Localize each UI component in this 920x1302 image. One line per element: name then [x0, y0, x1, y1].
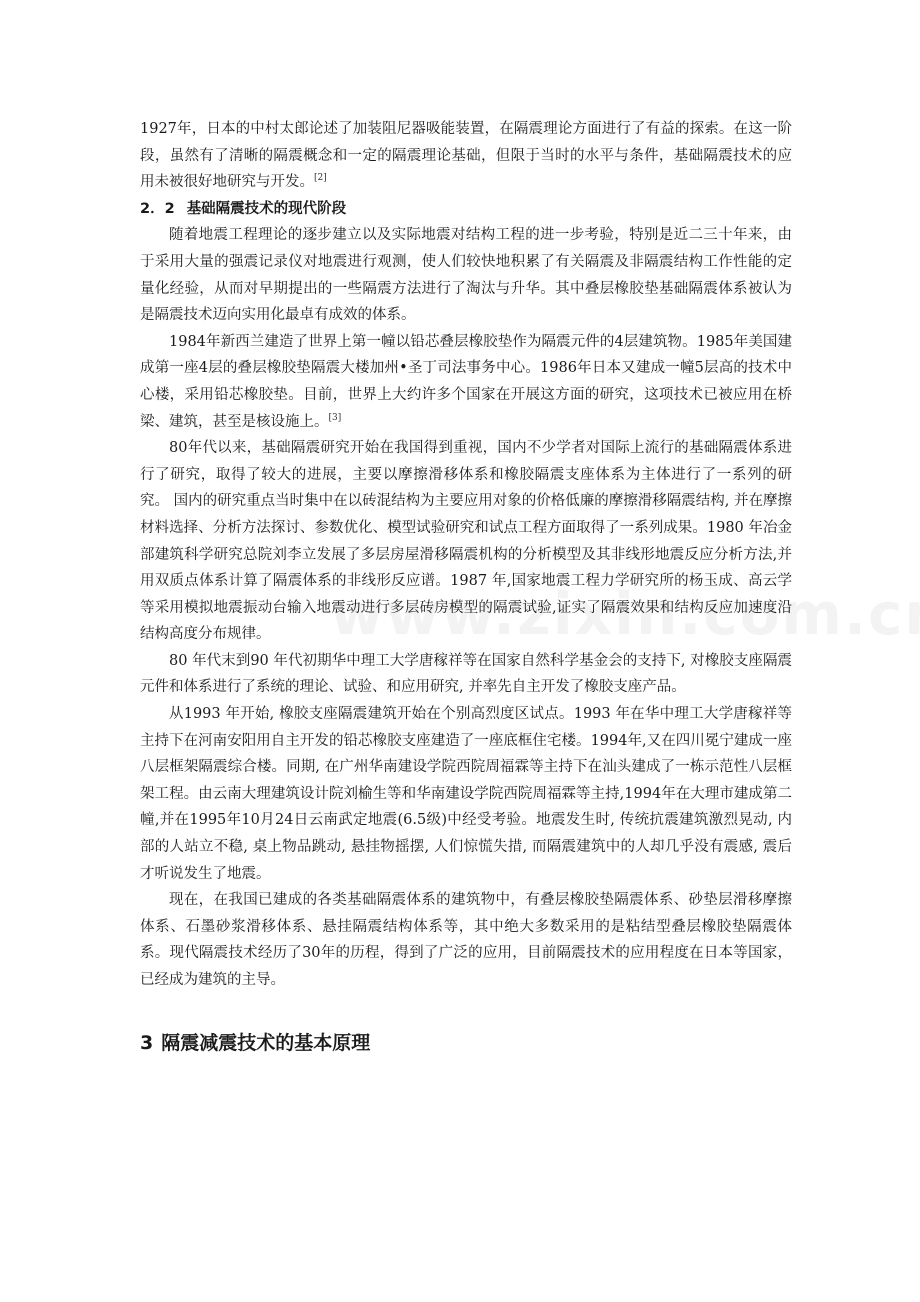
citation-3[interactable]: [3] — [328, 412, 342, 423]
paragraph-modern-stage-1 — [140, 222, 792, 328]
paragraph-modern-stage-4 — [140, 648, 792, 701]
document-body — [140, 116, 792, 1058]
paragraph-modern-stage-6 — [140, 887, 792, 993]
section-spacer — [140, 994, 792, 1028]
paragraph-modern-stage-2 — [140, 329, 792, 435]
intro-paragraph — [140, 116, 792, 196]
section-title: 隔震减震技术的基本原理 — [161, 1031, 371, 1054]
paragraph-text: 1984年新西兰建造了世界上第一幢以铅芯叠层橡胶垫作为隔震元件的4层建筑物。1985年美国建成第一座4层的叠层橡胶垫隔震大楼加州•圣丁司法事务中心。1986年日本又建成一幢5层高的技术中心楼，采用铅芯橡胶垫。目前，世界上大约许多个国家在开展这方面的研究，这项技术已被应用在桥梁、建筑，甚至是核设施上。 — [140, 333, 792, 430]
section-number: 3 — [140, 1031, 154, 1054]
paragraph-text: 80年代以来，基础隔震研究开始在我国得到重视，国内不少学者对国际上流行的基础隔震体系进行了研究，取得了较大的进展，主要以摩擦滑移体系和橡胶隔震支座体系为主体进行了一系列的研究。 国内的研究重点当时集中在以砖混结构为主要应用对象的价格低廉的摩擦滑移隔震结构, 并在摩擦材料选择、分析方法探讨、参数优化、模型试验研究和试点工程方面取得了一系列成果。1980 年冶金部建筑科学研究总院刘李立发展了多层房屋滑移隔震机构的分析模型及其非线形地震反应分析方法,并用双质点体系计算了隔震体系的非线形反应谱。1987 年,国家地震工程力学研究所的杨玉成、高云学等采用模拟地震振动台输入地震动进行多层砖房模型的隔震试验,证实了隔震效果和结构反应加速度沿结构高度分布规律。 — [140, 440, 792, 643]
section-title: 基础隔震技术的现代阶段 — [186, 200, 347, 217]
intro-text: 1927年，日本的中村太郎论述了加装阻尼器吸能装置，在隔震理论方面进行了有益的探索。在这一阶段，虽然有了清晰的隔震概念和一定的隔震理论基础，但限于当时的水平与条件，基础隔震技术的应用未被很好地研究与开发。 — [140, 121, 792, 191]
paragraph-text: 随着地震工程理论的逐步建立以及实际地震对结构工程的进一步考验，特别是近二三十年来，由于采用大量的强震记录仪对地震进行观测，使人们较快地积累了有关隔震及非隔震结构工作性能的定量化经验，从而对早期提出的一些隔震方法进行了淘汰与升华。其中叠层橡胶垫基础隔震体系被认为是隔震技术迈向实用化最卓有成效的体系。 — [140, 227, 792, 324]
paragraph-text: 现在，在我国已建成的各类基础隔震体系的建筑物中，有叠层橡胶垫隔震体系、砂垫层滑移摩擦体系、石墨砂浆滑移体系、悬挂隔震结构体系等，其中绝大多数采用的是粘结型叠层橡胶垫隔震体系。现代隔震技术经历了30年的历程，得到了广泛的应用，目前隔震技术的应用程度在日本等国家，已经成为建筑的主导。 — [140, 892, 792, 988]
paragraph-modern-stage-5 — [140, 701, 792, 887]
paragraph-modern-stage-3 — [140, 435, 792, 648]
section-heading-3 — [140, 1028, 792, 1058]
citation-2[interactable]: [2] — [314, 173, 327, 184]
paragraph-text: 从1993 年开始, 橡胶支座隔震建筑开始在个别高烈度区试点。1993 年在华中理工大学唐稼祥等主持下在河南安阳用自主开发的铅芯橡胶支座建造了一座底框住宅楼。1994年,又在四川冕宁建成一座八层框架隔震综合楼。同期, 在广州华南建设学院西院周福霖等主持下在汕头建成了一栋示范性八层框架工程。由云南大理建筑设计院刘榆生等和华南建设学院西院周福霖等主持,1994年在大理市建成第二幢,并在1995年10月24日云南武定地震(6.5级)中经受考验。地震发生时, 传统抗震建筑激烈晃动, 内部的人站立不稳, 桌上物品跳动, 悬挂物摇摆, 人们惊慌失措, 而隔震建筑中的人却几乎没有震感, 震后才听说发生了地震。 — [140, 706, 792, 882]
section-number: 2．2 — [140, 200, 175, 217]
paragraph-text: 80 年代末到90 年代初期华中理工大学唐稼祥等在国家自然科学基金会的支持下, 对橡胶支座隔震元件和体系进行了系统的理论、试验、和应用研究, 并率先自主开发了橡胶支座产品。 — [140, 652, 792, 696]
section-heading-2-2 — [140, 196, 792, 223]
